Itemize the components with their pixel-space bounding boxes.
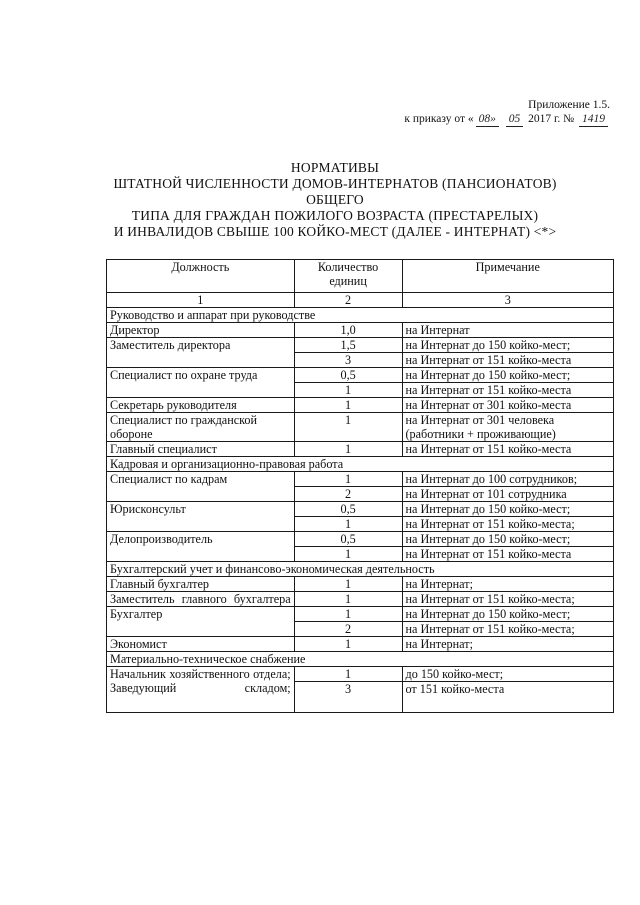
position-cell: Заместитель директора xyxy=(107,338,295,368)
column-number: 3 xyxy=(402,293,614,308)
quantity-cell: 1 xyxy=(294,607,402,622)
section-row xyxy=(107,308,614,323)
position-cell: Начальник хозяйственного отдела; Заведующий складом; xyxy=(107,667,295,713)
table-header-row xyxy=(107,260,614,293)
quantity-cell: 1 xyxy=(294,398,402,413)
quantity-cell: 1 xyxy=(294,442,402,457)
quantity-cell: 3 xyxy=(294,682,402,713)
note-cell: на Интернат от 301 человека (работники + проживающие) xyxy=(402,413,614,442)
note-cell: на Интернат; xyxy=(402,577,614,592)
appendix-label: Приложение 1.5. xyxy=(528,99,610,111)
position-cell: Экономист xyxy=(107,637,295,652)
quantity-cell: 0,5 xyxy=(294,502,402,517)
quantity-cell: 1 xyxy=(294,383,402,398)
order-number: 1419 xyxy=(579,112,608,127)
quantity-cell: 1 xyxy=(294,517,402,532)
document-title xyxy=(40,160,630,240)
position-cell: Секретарь руководителя xyxy=(107,398,295,413)
note-cell: на Интернат от 151 койко-места xyxy=(402,442,614,457)
header-quantity: Количество единиц xyxy=(294,260,402,293)
note-cell: на Интернат от 151 койко-места; xyxy=(402,622,614,637)
note-cell: на Интернат от 151 койко-места; xyxy=(402,517,614,532)
note-cell: на Интернат от 151 койко-места xyxy=(402,353,614,368)
table-row xyxy=(107,338,614,353)
quantity-cell: 1 xyxy=(294,592,402,607)
note-cell: на Интернат до 150 койко-мест; xyxy=(402,502,614,517)
quantity-cell: 2 xyxy=(294,622,402,637)
note-cell: от 151 койко-места xyxy=(402,682,614,713)
note-cell: на Интернат от 151 койко-места xyxy=(402,383,614,398)
order-reference xyxy=(404,112,610,127)
quantity-cell: 1 xyxy=(294,547,402,562)
quantity-cell: 1 xyxy=(294,577,402,592)
quantity-cell: 3 xyxy=(294,353,402,368)
section-row xyxy=(107,562,614,577)
table-row xyxy=(107,413,614,442)
note-cell: на Интернат от 101 сотрудника xyxy=(402,487,614,502)
title-line-1: НОРМАТИВЫ xyxy=(290,160,380,175)
position-cell: Специалист по гражданской обороне xyxy=(107,413,295,442)
position-cell: Делопроизводитель xyxy=(107,532,295,562)
note-cell: на Интернат до 150 койко-мест; xyxy=(402,338,614,353)
note-cell: на Интернат до 150 койко-мест; xyxy=(402,368,614,383)
column-number-row xyxy=(107,293,614,308)
note-cell: на Интернат до 100 сотрудников; xyxy=(402,472,614,487)
title-line-4: ТИПА ДЛЯ ГРАЖДАН ПОЖИЛОГО ВОЗРАСТА (ПРЕСТАРЕЛЫХ) xyxy=(131,208,539,223)
section-row xyxy=(107,457,614,472)
table-row xyxy=(107,368,614,383)
header-position: Должность xyxy=(107,260,295,293)
note-cell: на Интернат; xyxy=(402,637,614,652)
section-title: Кадровая и организационно-правовая работа xyxy=(107,457,614,472)
quantity-cell: 2 xyxy=(294,487,402,502)
quantity-cell: 1,5 xyxy=(294,338,402,353)
note-cell: на Интернат до 150 койко-мест; xyxy=(402,532,614,547)
table-row xyxy=(107,323,614,338)
position-cell: Специалист по кадрам xyxy=(107,472,295,502)
header-note: Примечание xyxy=(402,260,614,293)
section-title: Руководство и аппарат при руководстве xyxy=(107,308,614,323)
appendix-block xyxy=(404,98,610,127)
table-row xyxy=(107,398,614,413)
column-number: 1 xyxy=(107,293,295,308)
note-cell: до 150 койко-мест; xyxy=(402,667,614,682)
order-month: 05 xyxy=(506,112,524,127)
position-cell: Специалист по охране труда xyxy=(107,368,295,398)
table-row xyxy=(107,607,614,622)
table-row xyxy=(107,577,614,592)
note-cell: на Интернат xyxy=(402,323,614,338)
note-cell: на Интернат до 150 койко-мест; xyxy=(402,607,614,622)
title-line-5: И ИНВАЛИДОВ СВЫШЕ 100 КОЙКО-МЕСТ (ДАЛЕЕ - ИНТЕРНАТ) <*> xyxy=(113,224,557,239)
table-row xyxy=(107,502,614,517)
table-row xyxy=(107,472,614,487)
order-prefix: к приказу от « xyxy=(404,113,474,125)
column-number: 2 xyxy=(294,293,402,308)
section-title: Материально-техническое снабжение xyxy=(107,652,614,667)
quantity-cell: 1 xyxy=(294,637,402,652)
quantity-cell: 0,5 xyxy=(294,532,402,547)
table-row xyxy=(107,592,614,607)
note-cell: на Интернат от 301 койко-места xyxy=(402,398,614,413)
position-cell: Юрисконсульт xyxy=(107,502,295,532)
position-cell: Бухгалтер xyxy=(107,607,295,637)
title-line-3: ОБЩЕГО xyxy=(306,192,364,207)
order-year: 2017 г. № xyxy=(528,113,575,125)
quantity-cell: 1,0 xyxy=(294,323,402,338)
quantity-cell: 0,5 xyxy=(294,368,402,383)
title-line-2: ШТАТНОЙ ЧИСЛЕННОСТИ ДОМОВ-ИНТЕРНАТОВ (ПАНСИОНАТОВ) xyxy=(113,176,557,191)
table-row xyxy=(107,637,614,652)
position-cell: Главный бухгалтер xyxy=(107,577,295,592)
table-row xyxy=(107,667,614,682)
note-cell: на Интернат от 151 койко-места xyxy=(402,547,614,562)
table-row xyxy=(107,442,614,457)
note-cell: на Интернат от 151 койко-места; xyxy=(402,592,614,607)
section-title: Бухгалтерский учет и финансово-экономическая деятельность xyxy=(107,562,614,577)
staffing-table xyxy=(106,259,614,713)
quantity-cell: 1 xyxy=(294,667,402,682)
position-cell: Директор xyxy=(107,323,295,338)
quantity-cell: 1 xyxy=(294,472,402,487)
table-row xyxy=(107,532,614,547)
order-day: 08» xyxy=(476,112,499,127)
position-cell: Главный специалист xyxy=(107,442,295,457)
section-row xyxy=(107,652,614,667)
position-cell: Заместитель главного бухгалтера xyxy=(107,592,295,607)
quantity-cell: 1 xyxy=(294,413,402,442)
